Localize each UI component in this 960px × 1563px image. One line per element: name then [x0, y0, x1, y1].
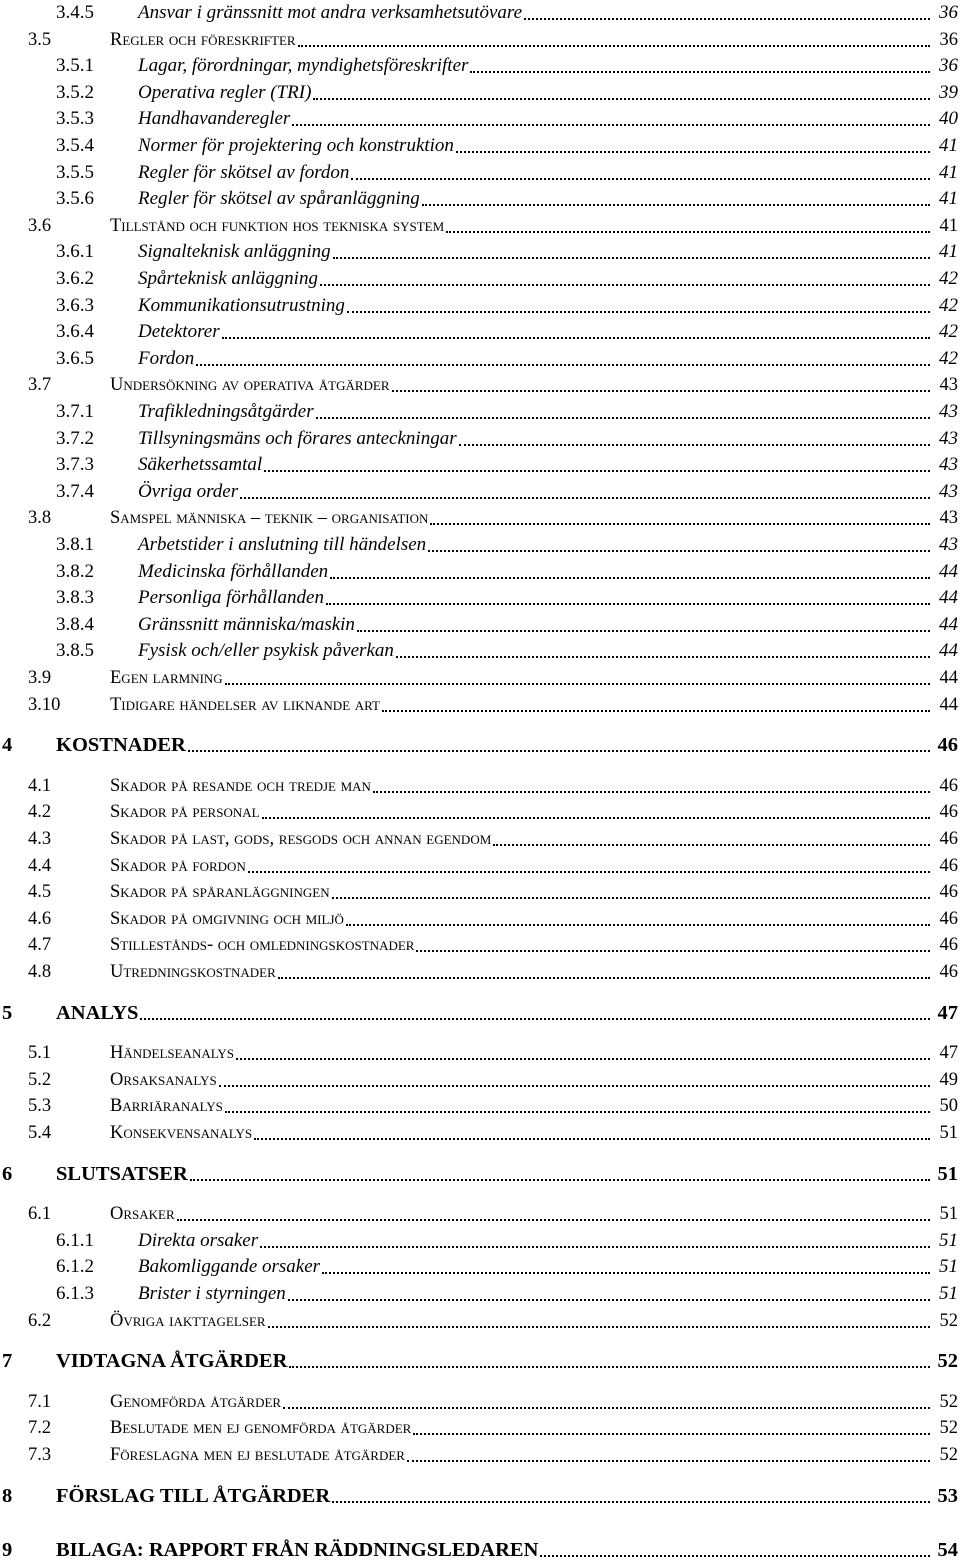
toc-entry-page: 51	[937, 1162, 958, 1185]
toc-entry-title: ANALYS	[56, 1001, 139, 1024]
toc-entry-number: 9	[2, 1539, 13, 1562]
toc-entry[interactable]	[0, 1415, 958, 1441]
dot-leader	[326, 603, 930, 605]
toc-entry-page: 42	[937, 346, 958, 372]
toc-entry-number: 3.8	[28, 505, 51, 531]
toc-entry-number: 3.7.2	[56, 426, 94, 452]
toc-entry-title: Regler för skötsel av spåranläggning	[138, 186, 422, 212]
toc-entry-number: 3.5.1	[56, 53, 94, 79]
toc-entry-title: Tillsyningsmäns och förares anteckningar	[138, 426, 459, 452]
toc-entry-number: 3.5.4	[56, 133, 94, 159]
toc-entry-title: Övriga iakttagelser	[110, 1308, 268, 1334]
toc-entry-page: 52	[938, 1308, 959, 1334]
toc-entry[interactable]	[0, 826, 958, 852]
toc-entry-page: 46	[938, 932, 959, 958]
toc-entry-number: 3.8.3	[56, 585, 94, 611]
toc-entry-number: 3.9	[28, 665, 51, 691]
toc-entry-title: Fysisk och/eller psykisk påverkan	[138, 638, 396, 664]
toc-entry[interactable]	[0, 1000, 958, 1026]
toc-entry-page: 44	[937, 585, 958, 611]
toc-entry-number: 4.2	[28, 799, 51, 825]
toc-entry-number: 3.7.1	[56, 399, 94, 425]
toc-entry-page: 51	[937, 1281, 958, 1307]
toc-entry-page: 46	[938, 799, 959, 825]
toc-entry-page: 36	[937, 53, 958, 79]
toc-entry-title: VIDTAGNA ÅTGÄRDER	[56, 1350, 288, 1373]
toc-entry-number: 5.3	[28, 1093, 51, 1119]
toc-entry[interactable]	[0, 80, 958, 106]
dot-leader	[225, 1111, 930, 1113]
toc-entry-title: Medicinska förhållanden	[138, 559, 330, 585]
dot-leader	[428, 550, 930, 552]
toc-entry-page: 51	[937, 1254, 958, 1280]
dot-leader	[188, 750, 930, 752]
toc-entry[interactable]	[0, 665, 958, 691]
toc-entry-number: 6.1	[28, 1201, 51, 1227]
toc-entry-number: 3.6.2	[56, 266, 94, 292]
toc-entry-title: Konsekvensanalys	[110, 1120, 254, 1146]
toc-entry-page: 52	[938, 1415, 959, 1441]
toc-entry[interactable]	[0, 732, 958, 758]
toc-entry-page: 49	[938, 1067, 959, 1093]
toc-entry-number: 6.2	[28, 1308, 51, 1334]
toc-entry-number: 3.7.3	[56, 452, 94, 478]
toc-entry-page: 46	[938, 826, 959, 852]
dot-leader	[254, 1138, 930, 1140]
toc-entry-title: Skador på fordon	[110, 853, 248, 879]
toc-entry[interactable]	[0, 799, 958, 825]
toc-entry-page: 47	[938, 1040, 959, 1066]
dot-leader	[382, 710, 930, 712]
dot-leader	[260, 1246, 930, 1248]
toc-entry-title: Regler för skötsel av fordon	[138, 160, 351, 186]
toc-entry[interactable]	[0, 612, 958, 638]
dot-leader	[196, 364, 930, 366]
toc-entry[interactable]	[0, 879, 958, 905]
dot-leader	[298, 45, 930, 47]
toc-entry[interactable]	[0, 426, 958, 452]
dot-leader	[313, 98, 930, 100]
toc-entry-page: 42	[937, 266, 958, 292]
dot-leader	[332, 1501, 930, 1503]
dot-leader	[373, 791, 930, 793]
toc-entry-title: Skador på resande och tredje man	[110, 773, 373, 799]
dot-leader	[524, 18, 930, 20]
toc-entry[interactable]	[0, 186, 958, 212]
toc-entry[interactable]	[0, 213, 958, 239]
toc-entry[interactable]	[0, 906, 958, 932]
toc-entry-title: Bakomliggande orsaker	[138, 1254, 322, 1280]
toc-entry-number: 4.3	[28, 826, 51, 852]
dot-leader	[222, 337, 930, 339]
toc-entry-page: 41	[937, 186, 958, 212]
toc-entry-page: 51	[938, 1201, 959, 1227]
dot-leader	[416, 950, 930, 952]
toc-entry-page: 46	[938, 879, 959, 905]
toc-entry-title: Stillestånds- och omledningskostnader	[110, 932, 416, 958]
dot-leader	[540, 1555, 930, 1557]
toc-entry[interactable]	[0, 853, 958, 879]
dot-leader	[278, 977, 930, 979]
toc-entry-title: Detektorer	[138, 319, 222, 345]
toc-entry-page: 46	[938, 773, 959, 799]
toc-entry-title: SLUTSATSER	[56, 1162, 188, 1185]
toc-entry-number: 3.6.3	[56, 293, 94, 319]
toc-entry[interactable]	[0, 106, 958, 132]
toc-entry-title: Handhavanderegler	[138, 106, 292, 132]
toc-entry-number: 3.8.2	[56, 559, 94, 585]
toc-entry-title: Operativa regler (TRI)	[138, 80, 313, 106]
toc-entry-number: 3.5	[28, 27, 51, 53]
toc-entry-page: 51	[938, 1120, 959, 1146]
toc-entry[interactable]	[0, 319, 958, 345]
toc-entry-title: Ansvar i gränssnitt mot andra verksamhetsutövare	[138, 0, 524, 26]
toc-entry[interactable]	[0, 53, 958, 79]
toc-entry[interactable]	[0, 1228, 958, 1254]
toc-entry-page: 36	[938, 27, 959, 53]
dot-leader	[288, 1299, 930, 1301]
toc-entry-page: 46	[937, 734, 958, 757]
dot-leader	[262, 817, 930, 819]
dot-leader	[320, 284, 930, 286]
toc-entry-page: 46	[938, 959, 959, 985]
toc-entry-title: Signalteknisk anläggning	[138, 239, 333, 265]
toc-entry[interactable]	[0, 1093, 958, 1119]
toc-entry-number: 6.1.1	[56, 1228, 94, 1254]
dot-leader	[140, 1018, 930, 1020]
toc-entry-page: 53	[937, 1484, 958, 1507]
toc-entry-number: 4	[2, 734, 13, 757]
toc-entry[interactable]	[0, 1348, 958, 1374]
toc-entry-page: 50	[938, 1093, 959, 1119]
dot-leader	[347, 311, 930, 313]
toc-entry-page: 36	[937, 0, 958, 26]
toc-entry-number: 3.6.1	[56, 239, 94, 265]
dot-leader	[396, 656, 930, 658]
toc-entry-page: 47	[937, 1001, 958, 1024]
toc-entry[interactable]	[0, 266, 958, 292]
toc-entry[interactable]	[0, 452, 958, 478]
toc-entry-number: 7.2	[28, 1415, 51, 1441]
toc-entry-page: 52	[937, 1350, 958, 1373]
toc-entry-title: Skador på personal	[110, 799, 262, 825]
toc-entry-number: 4.6	[28, 906, 51, 932]
toc-entry-title: KOSTNADER	[56, 734, 186, 757]
dot-leader	[493, 844, 930, 846]
toc-entry-page: 46	[938, 906, 959, 932]
toc-entry[interactable]	[0, 346, 958, 372]
toc-entry-title: Barriäranalys	[110, 1093, 225, 1119]
toc-entry-title: Övriga order	[138, 479, 240, 505]
toc-entry[interactable]	[0, 372, 958, 398]
toc-entry-title: Trafikledningsåtgärder	[138, 399, 316, 425]
dot-leader	[346, 924, 930, 926]
toc-entry-title: Spårteknisk anläggning	[138, 266, 320, 292]
toc-entry-title: Undersökning av operativa åtgärder	[110, 372, 392, 398]
toc-entry-title: Beslutade men ej genomförda åtgärder	[110, 1415, 413, 1441]
toc-entry-title: Skador på spåranläggningen	[110, 879, 332, 905]
toc-entry-title: Personliga förhållanden	[138, 585, 326, 611]
toc-entry-number: 3.5.5	[56, 160, 94, 186]
dot-leader	[190, 1179, 930, 1181]
toc-entry[interactable]	[0, 1537, 958, 1563]
dot-leader	[357, 630, 930, 632]
toc-entry-page: 43	[937, 399, 958, 425]
toc-entry-title: Utredningskostnader	[110, 959, 278, 985]
toc-entry-number: 5.2	[28, 1067, 51, 1093]
toc-entry-page: 44	[938, 692, 959, 718]
toc-entry-number: 3.10	[28, 692, 60, 718]
toc-entry-page: 46	[938, 853, 959, 879]
toc-entry-number: 3.7	[28, 372, 51, 398]
dot-leader	[332, 897, 930, 899]
toc-entry-number: 4.8	[28, 959, 51, 985]
toc-entry[interactable]	[0, 505, 958, 531]
toc-entry[interactable]	[0, 1389, 958, 1415]
toc-entry-number: 3.6.5	[56, 346, 94, 372]
toc-entry-number: 4.5	[28, 879, 51, 905]
toc-entry-number: 3.7.4	[56, 479, 94, 505]
toc-entry-title: Fordon	[138, 346, 196, 372]
toc-entry-number: 3.5.3	[56, 106, 94, 132]
dot-leader	[219, 1085, 930, 1087]
toc-entry-title: Kommunikationsutrustning	[138, 293, 347, 319]
toc-entry-page: 41	[937, 239, 958, 265]
toc-entry-page: 43	[938, 372, 959, 398]
toc-entry[interactable]	[0, 585, 958, 611]
toc-entry[interactable]	[0, 239, 958, 265]
toc-entry-title: Orsaksanalys	[110, 1067, 219, 1093]
dot-leader	[459, 444, 930, 446]
toc-entry-number: 7	[2, 1350, 13, 1373]
toc-entry-number: 6.1.3	[56, 1281, 94, 1307]
toc-entry[interactable]	[0, 479, 958, 505]
toc-entry-title: Orsaker	[110, 1201, 177, 1227]
dot-leader	[413, 1433, 930, 1435]
toc-entry-number: 6.1.2	[56, 1254, 94, 1280]
toc-entry-number: 4.4	[28, 853, 51, 879]
dot-leader	[446, 231, 930, 233]
dot-leader	[316, 417, 930, 419]
dot-leader	[333, 257, 930, 259]
dot-leader	[392, 390, 930, 392]
toc-entry-number: 3.4.5	[56, 0, 94, 26]
toc-entry[interactable]	[0, 1067, 958, 1093]
toc-entry[interactable]	[0, 0, 958, 26]
toc-entry[interactable]	[0, 773, 958, 799]
dot-leader	[240, 497, 930, 499]
toc-entry-title: Skador på omgivning och miljö	[110, 906, 346, 932]
toc-entry[interactable]	[0, 959, 958, 985]
toc-entry-page: 44	[937, 612, 958, 638]
toc-entry-page: 43	[937, 532, 958, 558]
toc-entry-number: 3.8.5	[56, 638, 94, 664]
toc-entry[interactable]	[0, 932, 958, 958]
toc-entry[interactable]	[0, 692, 958, 718]
toc-entry-number: 7.1	[28, 1389, 51, 1415]
toc-entry-page: 51	[937, 1228, 958, 1254]
toc-entry-number: 8	[2, 1484, 13, 1507]
toc-entry[interactable]	[0, 160, 958, 186]
toc-entry[interactable]	[0, 1201, 958, 1227]
dot-leader	[407, 1460, 930, 1462]
toc-entry[interactable]	[0, 1308, 958, 1334]
toc-entry[interactable]	[0, 1120, 958, 1146]
toc-entry-number: 3.8.1	[56, 532, 94, 558]
toc-entry-title: Normer för projektering och konstruktion	[138, 133, 456, 159]
toc-entry-number: 3.5.6	[56, 186, 94, 212]
toc-entry-title: Gränssnitt människa/maskin	[138, 612, 357, 638]
toc-entry-title: Föreslagna men ej beslutade åtgärder	[110, 1442, 407, 1468]
toc-entry[interactable]	[0, 1442, 958, 1468]
toc-entry-page: 41	[937, 160, 958, 186]
toc-entry-title: Direkta orsaker	[138, 1228, 260, 1254]
toc-entry-number: 6	[2, 1162, 13, 1185]
toc-entry-page: 40	[937, 106, 958, 132]
toc-entry-title: Regler och föreskrifter	[110, 27, 298, 53]
dot-leader	[225, 683, 930, 685]
toc-entry-number: 3.6	[28, 213, 51, 239]
toc-entry-page: 43	[937, 479, 958, 505]
toc-entry-number: 3.5.2	[56, 80, 94, 106]
toc-entry[interactable]	[0, 133, 958, 159]
toc-entry[interactable]	[0, 1281, 958, 1307]
toc-entry-title: Brister i styrningen	[138, 1281, 288, 1307]
toc-entry-page: 42	[937, 293, 958, 319]
toc-entry-page: 54	[937, 1539, 958, 1562]
dot-leader	[422, 204, 930, 206]
dot-leader	[322, 1272, 930, 1274]
toc-entry-page: 39	[937, 80, 958, 106]
toc-entry-title: Egen larmning	[110, 665, 225, 691]
toc-entry-number: 5	[2, 1001, 13, 1024]
toc-entry-number: 3.8.4	[56, 612, 94, 638]
dot-leader	[289, 1366, 930, 1368]
toc-entry-number: 7.3	[28, 1442, 51, 1468]
toc-entry-page: 44	[938, 665, 959, 691]
dot-leader	[430, 523, 930, 525]
dot-leader	[330, 577, 930, 579]
dot-leader	[268, 1326, 930, 1328]
toc-entry-title: Genomförda åtgärder	[110, 1389, 283, 1415]
dot-leader	[177, 1219, 930, 1221]
dot-leader	[283, 1407, 930, 1409]
dot-leader	[470, 71, 930, 73]
toc-entry-title: BILAGA: RAPPORT FRÅN RÄDDNINGSLEDAREN	[56, 1539, 539, 1562]
toc-entry[interactable]	[0, 1483, 958, 1509]
toc-entry-title: FÖRSLAG TILL ÅTGÄRDER	[56, 1484, 331, 1507]
toc-entry-number: 5.4	[28, 1120, 51, 1146]
toc-entry-title: Tillstånd och funktion hos tekniska system	[110, 213, 446, 239]
toc-entry[interactable]	[0, 293, 958, 319]
toc-entry-page: 41	[938, 213, 959, 239]
dot-leader	[351, 178, 930, 180]
dot-leader	[236, 1058, 930, 1060]
dot-leader	[264, 470, 930, 472]
dot-leader	[456, 151, 930, 153]
dot-leader	[292, 124, 930, 126]
toc-entry-page: 41	[937, 133, 958, 159]
toc-entry-number: 4.7	[28, 932, 51, 958]
toc-entry[interactable]	[0, 532, 958, 558]
toc-entry-number: 3.6.4	[56, 319, 94, 345]
toc-entry-page: 43	[937, 452, 958, 478]
toc-entry-title: Händelseanalys	[110, 1040, 236, 1066]
toc-entry-page: 44	[937, 638, 958, 664]
toc-entry-number: 5.1	[28, 1040, 51, 1066]
toc-entry-title: Tidigare händelser av liknande art	[110, 692, 382, 718]
toc-entry-page: 42	[937, 319, 958, 345]
toc-entry-title: Samspel människa – teknik – organisation	[110, 505, 430, 531]
toc-entry[interactable]	[0, 638, 958, 664]
toc-entry[interactable]	[0, 399, 958, 425]
dot-leader	[248, 871, 930, 873]
toc-entry[interactable]	[0, 1161, 958, 1187]
toc-entry-page: 52	[938, 1389, 959, 1415]
toc-entry-page: 43	[937, 426, 958, 452]
toc-entry[interactable]	[0, 1254, 958, 1280]
toc-entry[interactable]	[0, 1040, 958, 1066]
toc-entry-title: Skador på last, gods, resgods och annan egendom	[110, 826, 493, 852]
toc-entry-title: Säkerhetssamtal	[138, 452, 264, 478]
toc-entry[interactable]	[0, 27, 958, 53]
toc-entry-number: 4.1	[28, 773, 51, 799]
toc-entry-page: 52	[938, 1442, 959, 1468]
toc-entry-title: Arbetstider i anslutning till händelsen	[138, 532, 428, 558]
toc-entry-page: 44	[937, 559, 958, 585]
toc-entry-page: 43	[938, 505, 959, 531]
toc-entry[interactable]	[0, 559, 958, 585]
toc-entry-title: Lagar, förordningar, myndighetsföreskrifter	[138, 53, 470, 79]
